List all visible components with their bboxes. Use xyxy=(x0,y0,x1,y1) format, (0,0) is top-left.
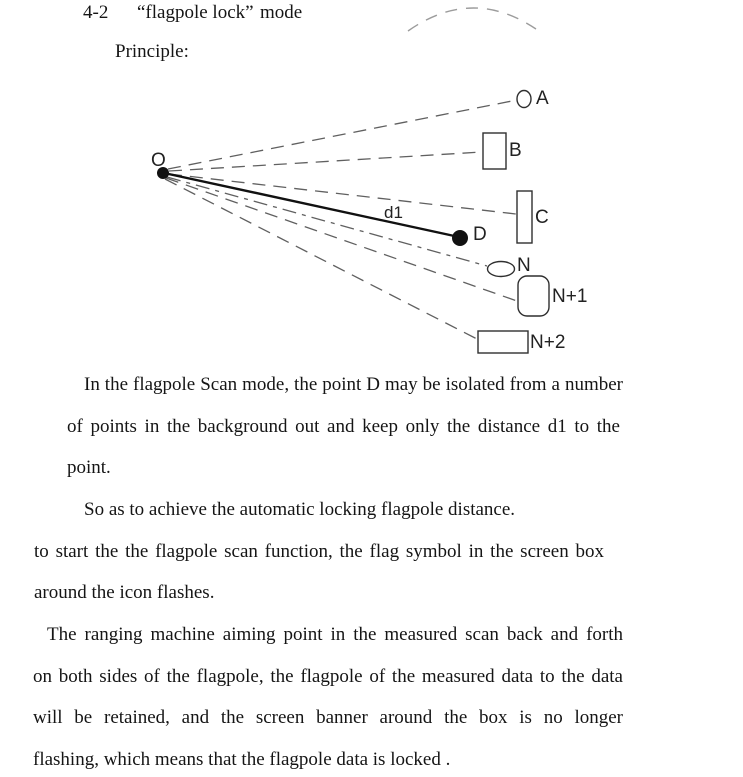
flagpole-scan-diagram xyxy=(0,0,743,370)
ray-to-b xyxy=(169,152,482,171)
principle-label: Principle: xyxy=(115,41,189,62)
target-n2-shape xyxy=(478,331,528,353)
body-line: to start the the flagpole scan function, the flag symbol in the screen box xyxy=(34,541,604,562)
section-number: 4-2 xyxy=(83,2,109,23)
target-d-point xyxy=(452,230,468,246)
section-title-suffix: mode xyxy=(260,2,303,23)
body-line: flashing, which means that the flagpole data is locked . xyxy=(33,749,451,770)
body-line: The ranging machine aiming point in the measured scan back and forth xyxy=(47,624,623,645)
body-line: around the icon flashes. xyxy=(34,582,215,603)
body-line: on both sides of the flagpole, the flagpole of the measured data to the data xyxy=(33,666,623,687)
scan-arc xyxy=(408,8,536,31)
target-n2-label: N+2 xyxy=(530,332,566,353)
body-line: In the flagpole Scan mode, the point D may be isolated from a number xyxy=(84,374,623,395)
section-title: “flagpole lock” xyxy=(137,2,254,23)
distance-label: d1 xyxy=(384,203,403,222)
measured-line-od xyxy=(164,173,459,237)
body-line: So as to achieve the automatic locking flagpole distance. xyxy=(84,499,516,520)
ray-to-n xyxy=(167,177,487,266)
target-n1-shape xyxy=(518,276,549,316)
body-line: point. xyxy=(67,457,111,478)
target-c-shape xyxy=(517,191,532,243)
target-n-label: N xyxy=(517,255,531,276)
target-a-label: A xyxy=(536,88,549,109)
target-b-label: B xyxy=(509,140,522,161)
target-n1-label: N+1 xyxy=(552,286,588,307)
body-line: of points in the background out and keep only the distance d1 to the xyxy=(67,416,620,437)
target-a-shape xyxy=(517,91,531,108)
target-n-shape xyxy=(488,262,515,277)
target-d-label: D xyxy=(473,224,487,245)
target-c-label: C xyxy=(535,207,549,228)
ray-to-a xyxy=(168,100,517,169)
origin-label: O xyxy=(151,150,166,171)
ray-to-n2 xyxy=(165,179,477,339)
target-b-shape xyxy=(483,133,506,169)
body-line: will be retained, and the screen banner around the box is no longer xyxy=(33,707,623,728)
